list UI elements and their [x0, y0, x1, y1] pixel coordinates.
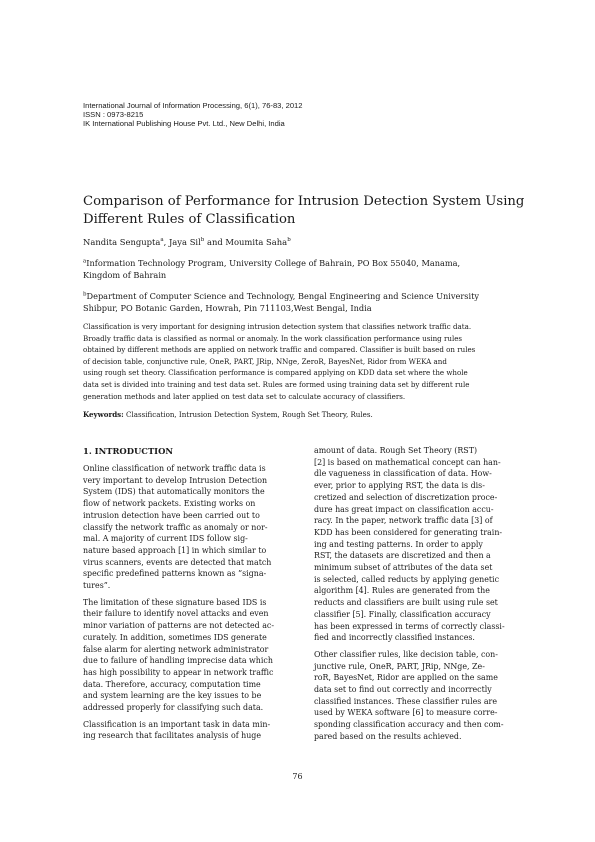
affiliation-text: Information Technology Program, University College of Bahrain, PO Box 55040, Manama,	[86, 258, 461, 268]
abstract-line: generation methods and later applied on test data set to calculate accuracy of classifiers.	[83, 391, 406, 401]
affiliation-a	[83, 257, 513, 281]
keywords-text: Classification, Intrusion Detection System, Rough Set Theory, Rules.	[123, 410, 373, 419]
text-line: roR, BayesNet, Ridor are applied on the same	[314, 673, 498, 683]
text-line: ing and testing patterns. In order to apply	[314, 539, 483, 549]
affiliation-text: Kingdom of Bahrain	[83, 270, 167, 280]
author-name: Nandita Sengupta	[83, 237, 161, 247]
text-line: and system learning are the key issues to be	[83, 691, 262, 701]
abstract-line: obtained by different methods are applied on network traffic and compared. Classifier is built based on rules	[83, 345, 476, 355]
author-affiliation-marker: b	[287, 237, 291, 244]
author-name: Jaya Sil	[168, 237, 201, 247]
text-line: [2] is based on mathematical concept can han-	[314, 457, 501, 467]
abstract-line: of decision table, conjunctive rule, OneR, PART, JRip, NNge, ZeroR, BayesNet, Ridor from WEKA and	[83, 356, 447, 366]
text-line: flow of network packets. Existing works on	[83, 499, 256, 509]
keywords	[83, 410, 523, 420]
text-line: has been expressed in terms of correctly classi-	[314, 621, 505, 631]
text-line: tures”.	[83, 581, 111, 591]
text-line: used by WEKA software [6] to measure corre-	[314, 708, 498, 718]
left-column	[83, 463, 293, 747]
text-line: very important to develop Intrusion Detection	[83, 475, 268, 485]
text-line: System (IDS) that automatically monitors the	[83, 487, 265, 497]
text-line: their failure to identify novel attacks and even	[83, 609, 269, 619]
text-line: pared based on the results achieved.	[314, 731, 462, 741]
title-line: Comparison of Performance for Intrusion Detection System Using	[83, 194, 525, 209]
text-line: addressed properly for classifying such data.	[83, 703, 264, 713]
right-column	[314, 445, 524, 748]
paragraph	[314, 445, 524, 644]
text-line: reducts and classifiers are built using rule set	[314, 598, 498, 608]
text-line: minimum subset of attributes of the data set	[314, 563, 493, 573]
page-number: 76	[292, 772, 303, 781]
text-line: RST, the datasets are discretized and then a	[314, 551, 491, 561]
paper-title	[83, 193, 523, 229]
text-line: cretized and selection of discretization proce-	[314, 492, 498, 502]
author-affiliation-marker: a	[160, 237, 164, 244]
text-line: mal. A majority of current IDS follow sig-	[83, 534, 248, 544]
paragraph	[314, 649, 524, 743]
affiliation-marker: a	[83, 258, 87, 265]
text-line: intrusion detection have been carried out to	[83, 510, 260, 520]
text-line: due to failure of handling imprecise data which	[83, 656, 273, 666]
text-line: sponding classification accuracy and then com-	[314, 720, 504, 730]
author-name: Moumita Saha	[225, 237, 288, 247]
author-affiliation-marker: b	[200, 237, 205, 244]
text-line: ing research that facilitates analysis of huge	[83, 731, 262, 741]
text-line: data set to find out correctly and incorrectly	[314, 685, 492, 695]
author-separator: and	[204, 237, 226, 247]
author-list	[83, 237, 523, 248]
text-line: KDD has been considered for generating train-	[314, 527, 503, 537]
text-line: Online classification of network traffic data is	[83, 464, 266, 473]
affiliation-text: Department of Computer Science and Technology, Bengal Engineering and Science University	[86, 291, 480, 301]
section-heading: 1. INTRODUCTION	[83, 446, 174, 456]
text-line: junctive rule, OneR, PART, JRip, NNge, Ze-	[314, 661, 485, 671]
affiliation-marker: b	[83, 291, 87, 298]
text-line: The limitation of these signature based IDS is	[83, 597, 267, 607]
text-line: false alarm for alerting network administrator	[83, 644, 269, 654]
journal-citation: International Journal of Information Processing, 6(1), 76-83, 2012	[83, 101, 303, 110]
text-line: classified instances. These classifier rules are	[314, 696, 498, 706]
text-line: dle vagueness in classification of data. How-	[314, 469, 492, 479]
abstract-line: data set is divided into training and test data set. Rules are formed using training data set by different rule	[83, 379, 470, 389]
author-separator: ,	[163, 237, 169, 247]
text-line: algorithm [4]. Rules are generated from the	[314, 586, 490, 596]
abstract	[83, 321, 523, 402]
text-line: Classification is an important task in data min-	[83, 719, 271, 729]
text-line: Other classifier rules, like decision table, con-	[314, 649, 498, 659]
abstract-line: using rough set theory. Classification performance is compared applying on KDD data set where the whole	[83, 368, 468, 378]
paragraph	[83, 463, 293, 592]
journal-header	[83, 101, 523, 129]
text-line: racy. In the paper, network traffic data [3] of	[314, 516, 493, 526]
text-line: minor variation of patterns are not detected ac-	[83, 621, 275, 631]
text-line: specific predefined patterns known as ”signa-	[83, 569, 267, 579]
text-line: is selected, called reducts by applying genetic	[314, 574, 499, 584]
paragraph	[83, 719, 293, 742]
journal-issn: ISSN : 0973-8215	[83, 110, 144, 120]
title-line: Different Rules of Classification	[83, 212, 296, 227]
affiliation-b	[83, 290, 513, 314]
text-line: dure has great impact on classification accu-	[314, 504, 494, 514]
text-line: virus scanners, events are detected that match	[83, 557, 272, 567]
text-line: ever, prior to applying RST, the data is dis-	[314, 481, 485, 491]
text-line: nature based approach [1] in which similar to	[83, 545, 267, 555]
abstract-line: Broadly traffic data is classified as normal or anomaly. In the work classification performance using rules	[83, 333, 463, 343]
journal-publisher: IK International Publishing House Pvt. Ltd., New Delhi, India	[83, 119, 285, 129]
keywords-label: Keywords:	[83, 410, 124, 419]
text-line: classify the network traffic as anomaly or nor-	[83, 522, 268, 532]
text-line: curately. In addition, sometimes IDS generate	[83, 632, 267, 642]
text-line: amount of data. Rough Set Theory (RST)	[314, 446, 478, 455]
affiliation-text: Shibpur, PO Botanic Garden, Howrah, Pin 711103,West Bengal, India	[83, 303, 372, 313]
paragraph	[83, 597, 293, 714]
abstract-line: Classification is very important for designing intrusion detection system that classifies network traffic data.	[83, 322, 472, 331]
text-line: fied and incorrectly classified instances.	[314, 633, 475, 643]
text-line: data. Therefore, accuracy, computation time	[83, 679, 261, 689]
text-line: classifier [5]. Finally, classification accuracy	[314, 609, 491, 619]
text-line: has high possibility to appear in network traffic	[83, 667, 274, 677]
